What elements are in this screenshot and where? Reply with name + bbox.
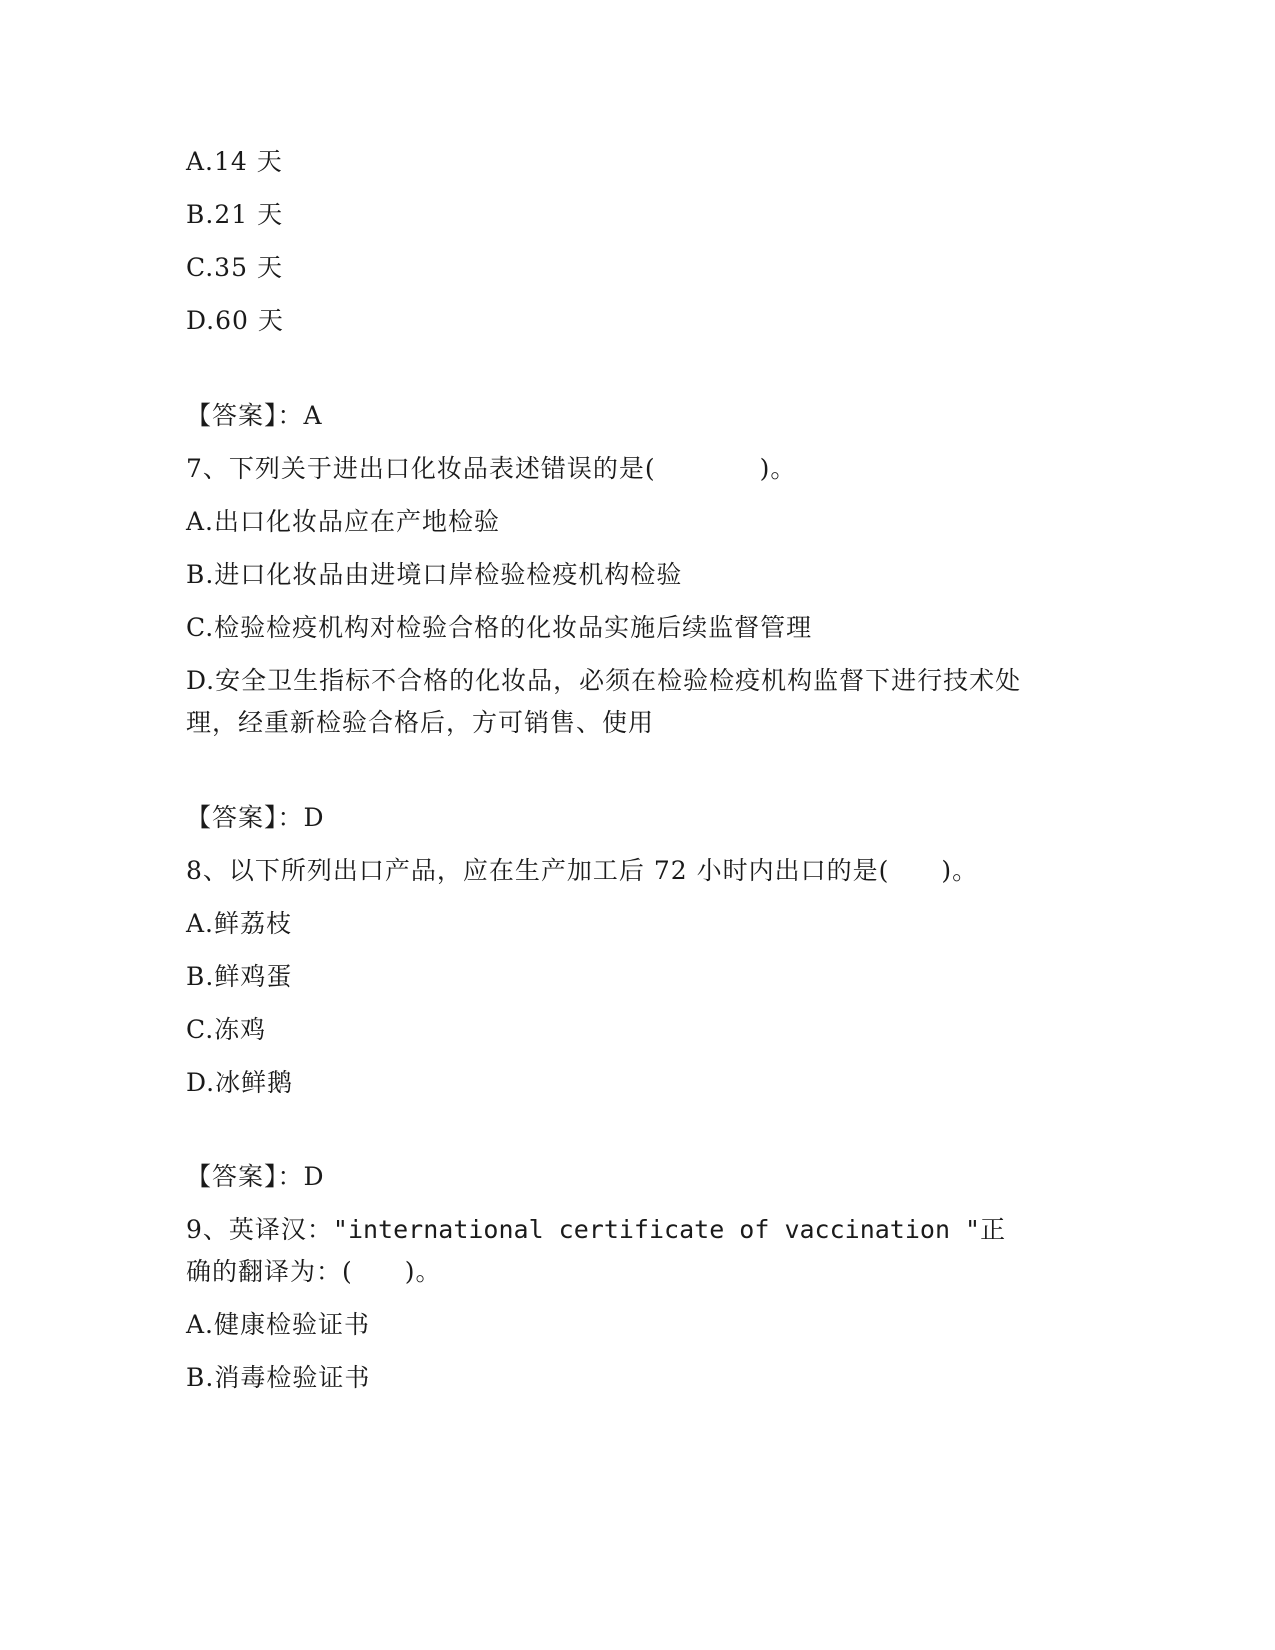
q7-option-c: C.检验检疫机构对检验合格的化妆品实施后续监督管理 — [186, 613, 813, 642]
q7-question: 7、下列关于进出口化妆品表述错误的是( )。 — [186, 454, 797, 483]
q7-option-a: A.出口化妆品应在产地检验 — [186, 507, 501, 536]
q9-question — [186, 1209, 1026, 1293]
q8-answer: 【答案】：D — [186, 1162, 325, 1191]
q8-question: 8、以下所列出口产品，应在生产加工后 72 小时内出口的是( )。 — [186, 856, 979, 885]
q6-option-d: D.60 天 — [186, 306, 284, 335]
q9-question-suffix: 正确的翻译为：( )。 — [186, 1215, 1007, 1286]
q7-option-d: D.安全卫生指标不合格的化妆品，必须在检验检疫机构监督下进行技术处理，经重新检验合格后，方可销售、使用 — [186, 666, 1022, 737]
q7-option-b: B.进口化妆品由进境口岸检验检疫机构检验 — [186, 560, 683, 589]
q8-option-d: D.冰鲜鹅 — [186, 1068, 294, 1097]
q8-option-c: C.冻鸡 — [186, 1015, 267, 1044]
q9-question-english: "international certificate of vaccination " — [332, 1215, 981, 1244]
q9-option-a: A.健康检验证书 — [186, 1310, 371, 1339]
q6-option-a: A.14 天 — [186, 147, 283, 176]
q6-option-b: B.21 天 — [186, 200, 284, 229]
q8-option-b: B.鲜鸡蛋 — [186, 962, 293, 991]
q9-option-b: B.消毒检验证书 — [186, 1363, 371, 1392]
q8-option-a: A.鲜荔枝 — [186, 909, 293, 938]
q7-answer: 【答案】：D — [186, 803, 325, 832]
q6-option-c: C.35 天 — [186, 253, 283, 282]
q6-answer: 【答案】：A — [186, 401, 323, 430]
q9-question-prefix: 9、英译汉： — [186, 1215, 333, 1244]
